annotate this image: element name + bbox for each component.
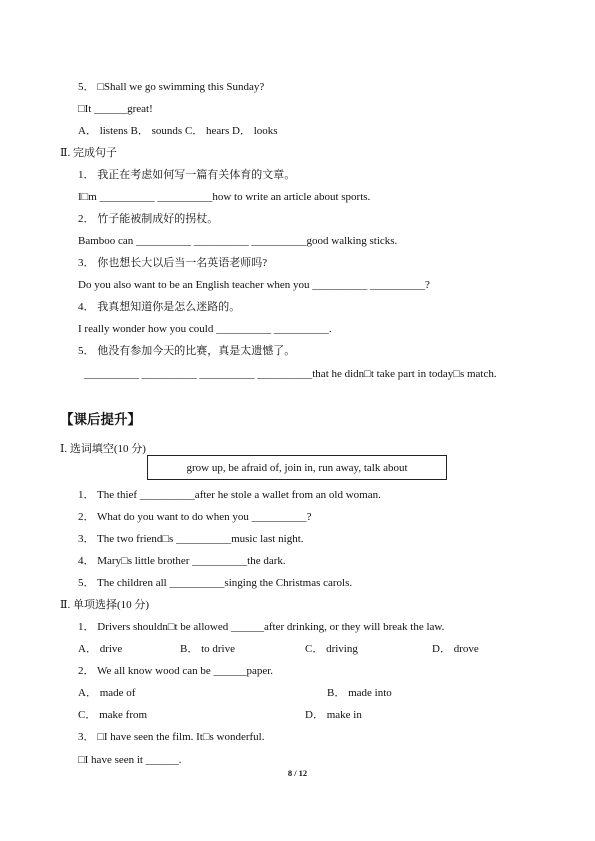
text-line-m2: 2． We all know wood can be ______paper.: [78, 665, 274, 677]
text-line-m1c: C． driving: [305, 643, 358, 655]
word-bank-text: grow up, be afraid of, join in, run away, talk about: [186, 462, 408, 474]
text-line-m1b: B． to drive: [180, 643, 235, 655]
text-line-c2e: Bamboo can __________ __________ __________good walking sticks.: [78, 235, 398, 247]
text-line-c4: 4． 我真想知道你是怎么迷路的。: [78, 301, 241, 313]
text-line-f5: 5． The children all __________singing the Christmas carols.: [78, 577, 353, 589]
text-line-c1e: I□m __________ __________how to write an article about sports.: [78, 191, 371, 203]
text-line-c5: 5． 他没有参加今天的比赛，真是太遗憾了。: [78, 345, 296, 357]
text-line-c1: 1． 我正在考虑如何写一篇有关体育的文章。: [78, 169, 296, 181]
word-bank-box: [147, 455, 447, 480]
text-line-f3: 3． The two friend□s __________music last night.: [78, 533, 304, 545]
text-line-c5e: __________ __________ __________ __________that he didn□t take part in today□s match.: [84, 368, 497, 380]
text-line-m3: 3． □I have seen the film. It□s wonderful.: [78, 731, 265, 743]
page-number: 8 / 12: [287, 768, 308, 778]
text-line-m2b: B． made into: [327, 687, 392, 699]
text-line-f1: 1． The thief __________after he stole a wallet from an old woman.: [78, 489, 381, 501]
text-line-s3: Ⅰ. 选词填空(10 分): [60, 443, 146, 455]
text-line-c3e: Do you also want to be an English teacher when you __________ __________?: [78, 279, 430, 291]
text-line-m2d: D． make in: [305, 709, 362, 721]
text-line-m2c: C． make from: [78, 709, 148, 721]
text-line-c3: 3． 你也想长大以后当一名英语老师吗?: [78, 257, 268, 269]
text-line-m1a: A． drive: [78, 643, 123, 655]
section-header: 【课后提升】: [60, 412, 141, 428]
text-line-m1d: D． drove: [432, 643, 479, 655]
text-line-m2a: A． made of: [78, 687, 136, 699]
text-line-q5c: A． listens B． sounds C． hears D． looks: [78, 125, 278, 137]
text-line-m3b: □I have seen it ______.: [78, 754, 182, 766]
text-line-c4e: I really wonder how you could __________ __________.: [78, 323, 332, 335]
text-line-s2: Ⅱ. 完成句子: [60, 147, 117, 159]
text-line-q5a: 5． □Shall we go swimming this Sunday?: [78, 81, 265, 93]
text-line-f2: 2． What do you want to do when you __________?: [78, 511, 312, 523]
text-line-s4: Ⅱ. 单项选择(10 分): [60, 599, 150, 611]
text-line-f4: 4． Mary□s little brother __________the dark.: [78, 555, 286, 567]
text-line-c2: 2． 竹子能被制成好的拐杖。: [78, 213, 219, 225]
text-line-m1: 1． Drivers shouldn□t be allowed ______after drinking, or they will break the law.: [78, 621, 445, 633]
text-line-q5b: □It ______great!: [78, 103, 153, 115]
